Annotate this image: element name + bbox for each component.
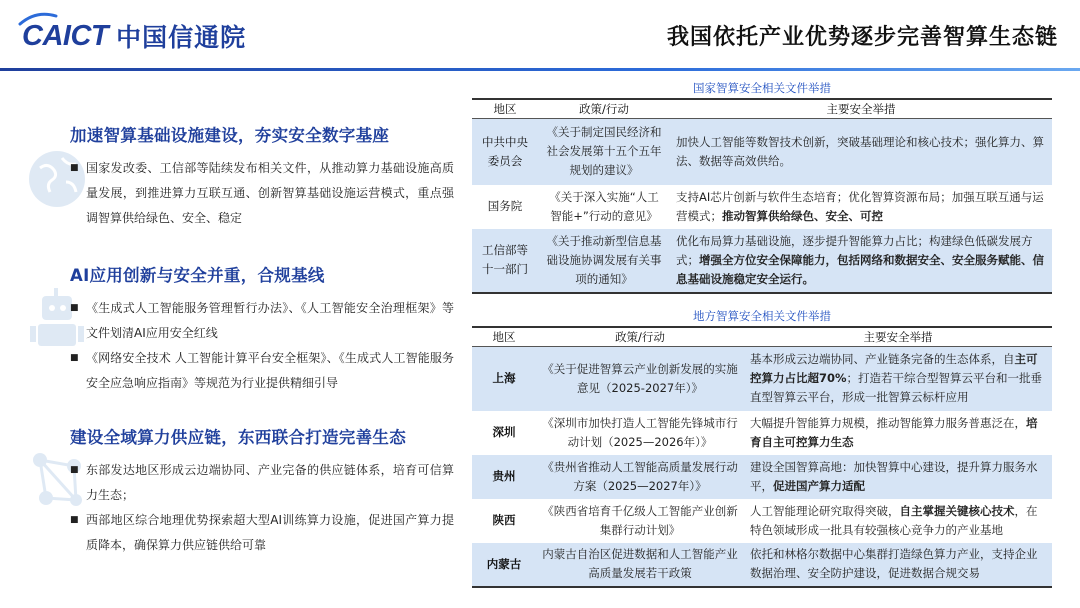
column-header-policy: 政策/行动 bbox=[536, 327, 744, 347]
table-row bbox=[472, 119, 1052, 185]
region-cell: 国务院 bbox=[472, 185, 538, 229]
table-row bbox=[472, 185, 1052, 229]
policy-cell: 《关于深入实施“人工智能+”行动的意见》 bbox=[538, 185, 670, 229]
bullet-item: ■ 国家发改委、工信部等陆续发布相关文件，从推动算力基础设施高质量发展，到推进算力互联互通、创新智算基础设施运营模式，重点强调智算供给绿色、安全、稳定 bbox=[70, 156, 454, 231]
region-cell: 上海 bbox=[472, 347, 536, 411]
bullet-item: ■ 西部地区综合地理优势探索超大型AI训练算力设施，促进国产算力提质降本，确保算力供应链供给可靠 bbox=[70, 508, 454, 558]
column-header-measure: 主要安全举措 bbox=[744, 327, 1052, 347]
policy-cell: 《关于制定国民经济和社会发展第十五个五年规划的建议》 bbox=[538, 119, 670, 185]
square-bullet-icon: ■ bbox=[70, 465, 79, 475]
policy-cell: 《贵州省推动人工智能高质量发展行动方案（2025—2027年）》 bbox=[536, 455, 744, 499]
header-divider bbox=[0, 68, 1080, 71]
measure-cell: 支持AI芯片创新与软件生态培育；优化智算资源布局；加强互联互通与运营模式；推动智算供给绿色、安全、可控 bbox=[670, 185, 1052, 229]
section-heading: AI应用创新与安全并重，合规基线 bbox=[70, 266, 325, 285]
logo-chinese-name: 中国信通院 bbox=[116, 23, 247, 52]
policy-cell: 《关于推动新型信息基础设施协调发展有关事项的通知》 bbox=[538, 229, 670, 293]
table-header-row bbox=[472, 327, 1052, 347]
local-table-caption: 地方智算安全相关文件举措 bbox=[693, 309, 831, 323]
policy-cell: 内蒙古自治区促进数据和人工智能产业高质量发展若干政策 bbox=[536, 543, 744, 587]
bullet-item: ■ 东部发达地区形成云边端协同、产业完备的供应链体系，培育可信算力生态； bbox=[70, 458, 454, 508]
table-row bbox=[472, 543, 1052, 587]
column-header-region: 地区 bbox=[472, 99, 538, 119]
measure-cell: 基本形成云边端协同、产业链条完备的生态体系，自主可控算力占比超70%；打造若干综合型智算云平台和一批垂直型智算云平台，形成一批智算云标杆应用 bbox=[744, 347, 1052, 411]
square-bullet-icon: ■ bbox=[70, 303, 79, 313]
logo-wordmark: CAICT bbox=[22, 20, 108, 53]
national-policy-table bbox=[472, 98, 1052, 294]
page-title: 我国依托产业优势逐步完善智算生态链 bbox=[666, 25, 1058, 50]
caict-logo bbox=[22, 14, 246, 58]
section-ai-application bbox=[70, 262, 454, 396]
measure-cell: 加快人工智能等数智技术创新，突破基础理论和核心技术；强化算力、算法、数据等高效供给。 bbox=[670, 119, 1052, 185]
table-row bbox=[472, 499, 1052, 543]
column-header-region: 地区 bbox=[472, 327, 536, 347]
region-cell: 工信部等十一部门 bbox=[472, 229, 538, 293]
column-header-policy: 政策/行动 bbox=[538, 99, 670, 119]
section-infrastructure bbox=[70, 122, 454, 231]
policy-cell: 《关于促进智算云产业创新发展的实施意见（2025-2027年）》 bbox=[536, 347, 744, 411]
square-bullet-icon: ■ bbox=[70, 163, 79, 173]
region-cell: 深圳 bbox=[472, 411, 536, 455]
measure-cell: 大幅提升智能算力规模，推动智能算力服务普惠泛在，培育自主可控算力生态 bbox=[744, 411, 1052, 455]
bullet-item: ■ 《网络安全技术 人工智能计算平台安全框架》、《生成式人工智能服务安全应急响应指南》等规范为行业提供精细引导 bbox=[70, 346, 454, 396]
local-policy-table bbox=[472, 326, 1052, 588]
region-cell: 中共中央委员会 bbox=[472, 119, 538, 185]
square-bullet-icon: ■ bbox=[70, 353, 79, 363]
section-heading: 建设全域算力供应链，东西联合打造完善生态 bbox=[70, 428, 406, 447]
measure-cell: 建设全国智算高地：加快智算中心建设，提升算力服务水平，促进国产算力适配 bbox=[744, 455, 1052, 499]
table-row bbox=[472, 347, 1052, 411]
left-panel bbox=[0, 100, 460, 590]
measure-cell: 依托和林格尔数据中心集群打造绿色算力产业，支持企业数据治理、安全防护建设，促进数据合规交易 bbox=[744, 543, 1052, 587]
national-table-caption: 国家智算安全相关文件举措 bbox=[693, 81, 831, 95]
table-row bbox=[472, 229, 1052, 293]
table-row bbox=[472, 455, 1052, 499]
policy-cell: 《陕西省培育千亿级人工智能产业创新集群行动计划》 bbox=[536, 499, 744, 543]
measure-cell: 人工智能理论研究取得突破，自主掌握关键核心技术，在特色领域形成一批具有较强核心竞争力的产业基地 bbox=[744, 499, 1052, 543]
bullet-item: ■ 《生成式人工智能服务管理暂行办法》、《人工智能安全治理框架》等文件划清AI应用安全红线 bbox=[70, 296, 454, 346]
square-bullet-icon: ■ bbox=[70, 515, 79, 525]
measure-cell: 优化布局算力基础设施，逐步提升智能算力占比；构建绿色低碳发展方式；增强全方位安全保障能力，包括网络和数据安全、安全服务赋能、信息基础设施稳定安全运行。 bbox=[670, 229, 1052, 293]
section-supply-chain bbox=[70, 424, 454, 558]
table-header-row bbox=[472, 99, 1052, 119]
region-cell: 内蒙古 bbox=[472, 543, 536, 587]
section-heading: 加速智算基础设施建设，夯实安全数字基座 bbox=[70, 126, 390, 145]
column-header-measure: 主要安全举措 bbox=[670, 99, 1052, 119]
national-policy-panel bbox=[472, 78, 1052, 294]
logo-swoosh-icon bbox=[18, 12, 58, 26]
region-cell: 陕西 bbox=[472, 499, 536, 543]
region-cell: 贵州 bbox=[472, 455, 536, 499]
table-row bbox=[472, 411, 1052, 455]
policy-cell: 《深圳市加快打造人工智能先锋城市行动计划（2025—2026年）》 bbox=[536, 411, 744, 455]
local-policy-panel bbox=[472, 306, 1052, 588]
